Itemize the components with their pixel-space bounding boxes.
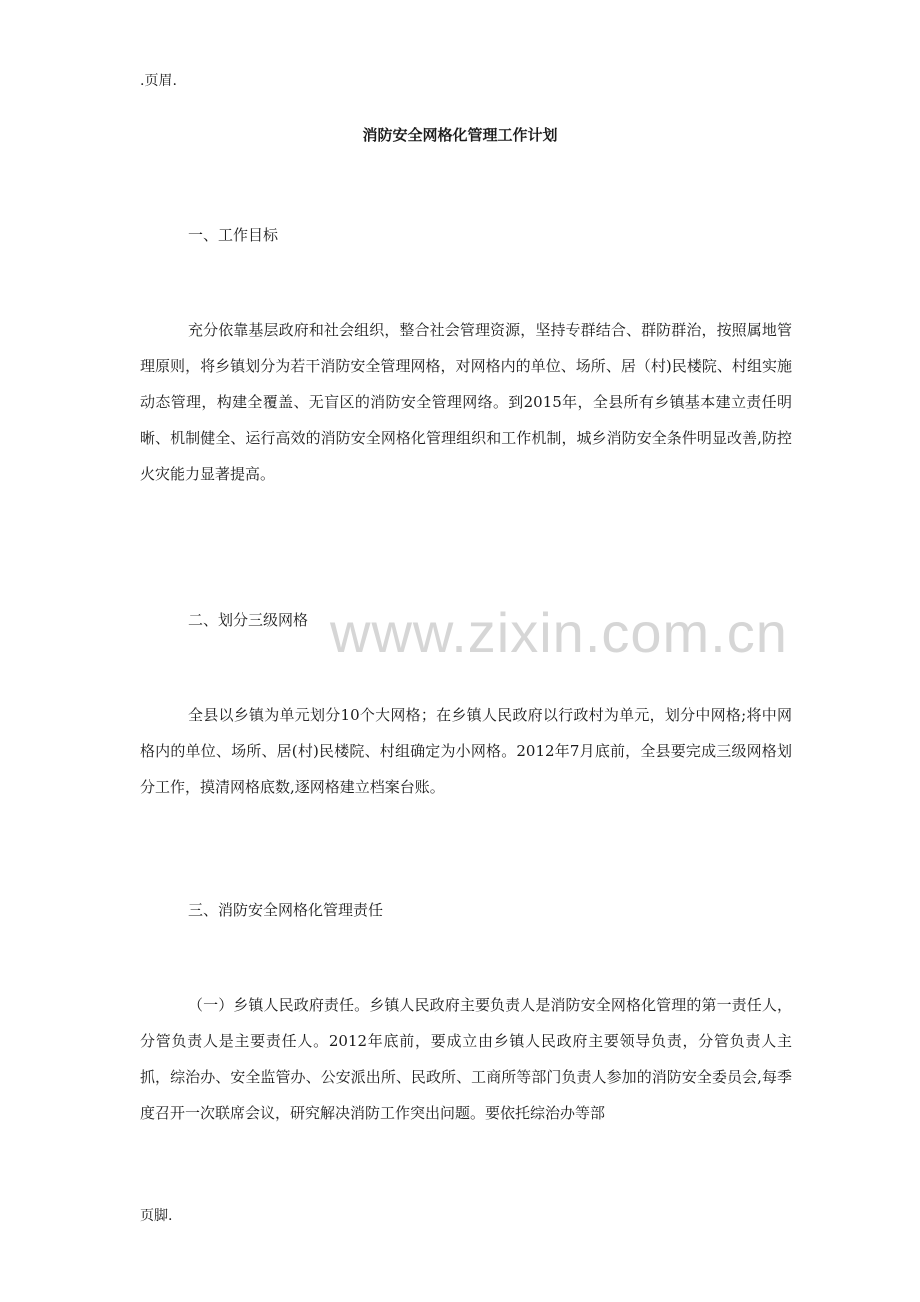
section-2-paragraph: 全县以乡镇为单元划分10个大网格；在乡镇人民政府以行政村为单元，划分中网格;将中网格内的单位、场所、居(村)民楼院、村组确定为小网格。2012年7月底前，全县要完成三级网格划分工作，摸清网格底数,逐网格建立档案台账。 [140,706,792,796]
section-heading-3: 三、消防安全网格化管理责任 [188,901,384,919]
section-3-paragraph: （一）乡镇人民政府责任。乡镇人民政府主要负责人是消防安全网格化管理的第一责任人，分管负责人是主要责任人。2012年底前，要成立由乡镇人民政府主要领导负责，分管负责人主抓，综治办、安全监管办、公安派出所、民政所、工商所等部门负责人参加的消防安全委员会,每季度召开一次联席会议，研究解决消防工作突出问题。要依托综治办等部 [140,996,792,1122]
section-heading-2: 二、划分三级网格 [188,611,309,629]
section-1-paragraph: 充分依靠基层政府和社会组织，整合社会管理资源，坚持专群结合、群防群治，按照属地管理原则，将乡镇划分为若干消防安全管理网格，对网格内的单位、场所、居（村)民楼院、村组实施动态管理，构建全覆盖、无盲区的消防安全管理网络。到2015年，全县所有乡镇基本建立责任明晰、机制健全、运行高效的消防安全网格化管理组织和工作机制，城乡消防安全条件明显改善,防控火灾能力显著提高。 [140,321,792,483]
page-header: .页眉. [140,73,177,89]
watermark-text: www.zixin.com.cn [330,601,788,664]
section-heading-1: 一、工作目标 [188,226,279,244]
document-title: 消防安全网格化管理工作计划 [362,126,558,144]
page-footer: 页脚. [140,1208,173,1224]
